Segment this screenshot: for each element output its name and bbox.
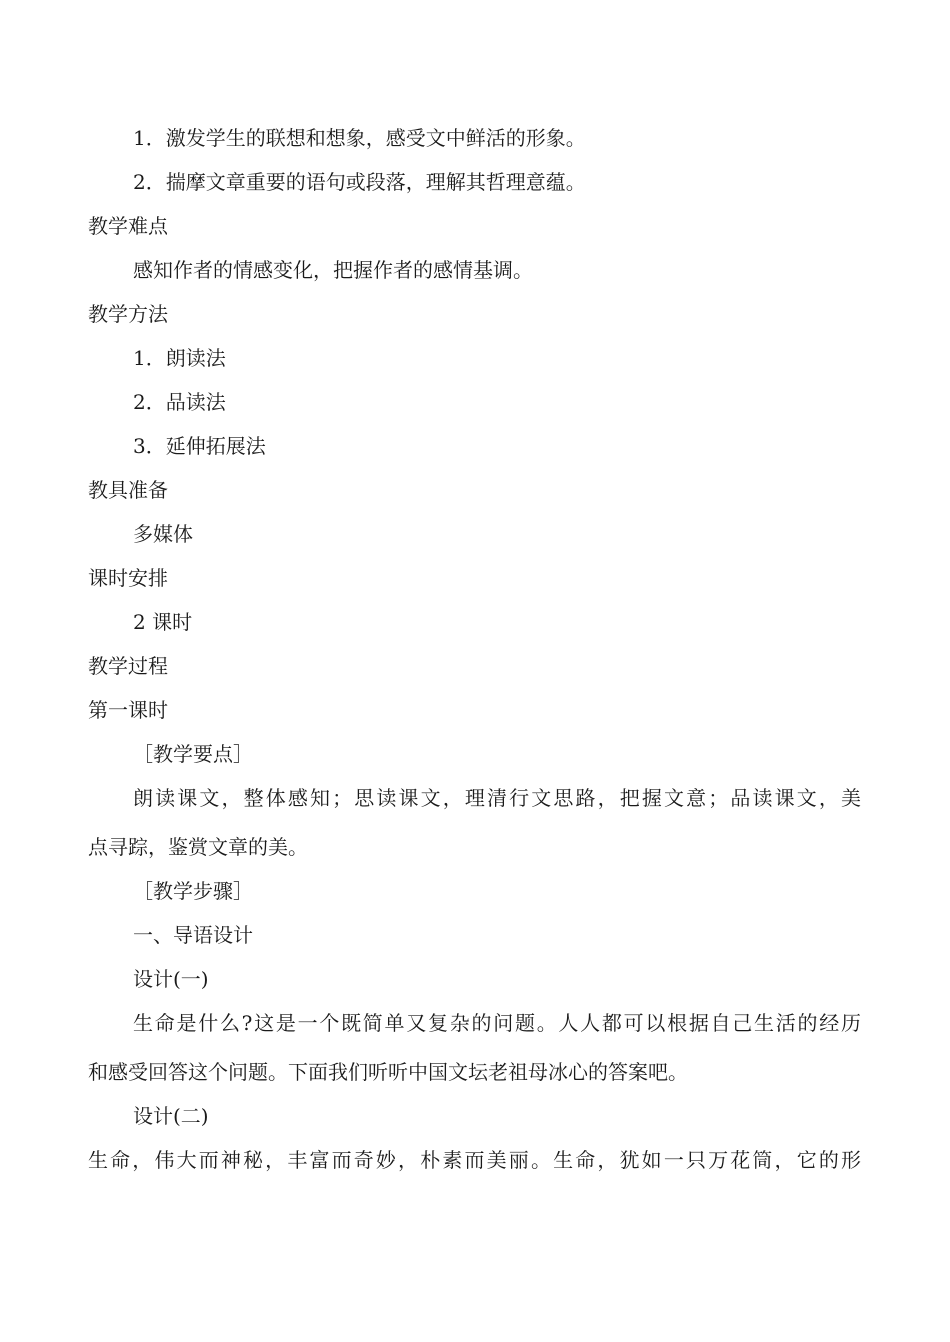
schedule-text: 2 课时 — [133, 610, 193, 634]
lesson-title: 第一课时 — [88, 698, 168, 722]
section-1-title: 一、导语设计 — [133, 923, 253, 947]
process-heading: 教学过程 — [88, 654, 168, 678]
key-points-line-1: 朗读课文，整体感知；思读课文，理清行文思路，把握文意；品读课文，美 — [133, 786, 861, 810]
methods-heading: 教学方法 — [88, 302, 168, 326]
objective-2: 2．揣摩文章重要的语句或段落，理解其哲理意蕴。 — [133, 170, 586, 194]
design-1-line-1: 生命是什么?这是一个既简单又复杂的问题。人人都可以根据自己生活的经历 — [133, 1011, 861, 1035]
difficulty-text: 感知作者的情感变化，把握作者的感情基调。 — [133, 258, 533, 282]
steps-label: ［教学步骤］ — [133, 879, 253, 903]
design-1-label: 设计(一) — [133, 967, 209, 991]
design-2-label: 设计(二) — [133, 1104, 209, 1128]
tools-heading: 教具准备 — [88, 478, 168, 502]
design-1-line-2: 和感受回答这个问题。下面我们听听中国文坛老祖母冰心的答案吧。 — [88, 1060, 688, 1084]
tools-text: 多媒体 — [133, 522, 193, 546]
objective-1: 1．激发学生的联想和想象，感受文中鲜活的形象。 — [133, 126, 586, 150]
method-item-1: 1．朗读法 — [133, 346, 226, 370]
difficulty-heading: 教学难点 — [88, 214, 168, 238]
method-item-3: 3．延伸拓展法 — [133, 434, 266, 458]
key-points-line-2: 点寻踪，鉴赏文章的美。 — [88, 835, 308, 859]
design-2-line-1: 生命，伟大而神秘，丰富而奇妙，朴素而美丽。生命，犹如一只万花筒，它的形 — [88, 1148, 861, 1172]
schedule-heading: 课时安排 — [88, 566, 168, 590]
method-item-2: 2．品读法 — [133, 390, 226, 414]
key-points-label: ［教学要点］ — [133, 742, 253, 766]
